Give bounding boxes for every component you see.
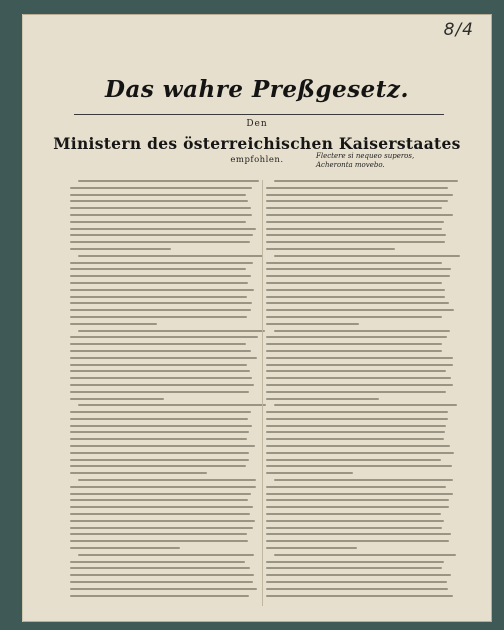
text-line-placeholder [70,588,257,590]
text-line-placeholder [78,404,266,406]
text-line-placeholder [70,459,249,461]
text-line-placeholder [266,309,454,311]
text-line-placeholder [266,384,453,386]
text-line-placeholder [266,486,446,488]
text-line-placeholder [266,234,446,236]
text-line-placeholder [266,302,449,304]
text-line-placeholder [266,228,442,230]
subtitle-recommended: empfohlen. [230,155,284,165]
text-line-placeholder [266,221,444,223]
text-line-placeholder [266,357,453,359]
text-line-placeholder [266,499,449,501]
text-line-placeholder [70,425,252,427]
text-line-placeholder [70,200,248,202]
text-line-placeholder [70,302,252,304]
text-line-placeholder [266,391,446,393]
text-line-placeholder [70,207,251,209]
text-line-placeholder [266,452,454,454]
text-line-placeholder [70,262,253,264]
subtitle-dedication: Den [246,119,268,129]
text-line-placeholder [70,241,250,243]
text-line-placeholder [266,248,395,250]
text-line-placeholder [70,581,253,583]
text-line-placeholder [266,574,451,576]
text-line-placeholder [70,506,253,508]
text-line-placeholder [70,465,246,467]
motto-line: Acheronta movebo. [316,161,385,169]
text-line-placeholder [266,581,447,583]
motto-line: Flectere si nequeo superos, [316,152,415,160]
text-line-placeholder [266,336,447,338]
text-line-placeholder [70,268,246,270]
text-line-placeholder [70,364,247,366]
text-line-placeholder [70,187,252,189]
text-line-placeholder [78,330,265,332]
text-line-placeholder [266,343,442,345]
text-line-placeholder [266,411,448,413]
text-line-placeholder [274,180,458,182]
title-rule [74,114,444,115]
text-line-placeholder [266,200,448,202]
text-line-placeholder [266,595,453,597]
text-line-placeholder [70,445,255,447]
text-line-placeholder [70,486,256,488]
text-line-placeholder [70,309,251,311]
text-line-placeholder [70,391,249,393]
text-line-placeholder [70,194,246,196]
text-line-placeholder [70,248,171,250]
text-line-placeholder [70,357,257,359]
text-line-placeholder [70,282,248,284]
text-line-placeholder [266,350,442,352]
text-line-placeholder [274,404,457,406]
text-line-placeholder [70,398,164,400]
text-line-placeholder [70,499,248,501]
text-line-placeholder [266,268,451,270]
text-line-placeholder [266,282,442,284]
text-line-placeholder [266,513,441,515]
text-line-placeholder [78,255,263,257]
text-line-placeholder [266,377,451,379]
text-line-placeholder [70,493,251,495]
text-line-placeholder [70,574,254,576]
text-line-placeholder [266,418,448,420]
text-line-placeholder [70,411,251,413]
text-line-placeholder [266,241,445,243]
text-line-placeholder [266,506,449,508]
text-line-placeholder [70,472,207,474]
document-page [22,14,492,622]
text-line-placeholder [266,561,444,563]
text-line-placeholder [70,520,255,522]
text-line-placeholder [70,533,247,535]
text-line-placeholder [78,180,259,182]
text-line-placeholder [70,343,246,345]
text-line-placeholder [266,289,445,291]
text-line-placeholder [266,214,453,216]
text-line-placeholder [266,520,444,522]
text-line-placeholder [266,445,450,447]
text-line-placeholder [266,459,441,461]
text-line-placeholder [70,527,253,529]
text-line-placeholder [266,472,353,474]
text-line-placeholder [70,228,256,230]
latin-motto [316,152,436,170]
text-line-placeholder [266,527,442,529]
text-line-placeholder [70,214,252,216]
text-line-placeholder [266,187,448,189]
text-line-placeholder [266,275,450,277]
text-line-placeholder [266,547,357,549]
text-line-placeholder [274,554,456,556]
text-line-placeholder [274,255,460,257]
text-line-placeholder [266,370,446,372]
text-line-placeholder [70,316,247,318]
text-line-placeholder [78,554,254,556]
text-line-placeholder [266,425,446,427]
text-line-placeholder [70,336,258,338]
text-line-placeholder [266,398,379,400]
text-column-left [70,180,258,606]
text-line-placeholder [70,431,249,433]
text-line-placeholder [70,234,253,236]
text-line-placeholder [70,513,250,515]
text-column-right [266,180,454,606]
text-line-placeholder [266,438,444,440]
text-line-placeholder [70,377,252,379]
text-line-placeholder [266,567,442,569]
text-line-placeholder [78,479,256,481]
text-line-placeholder [70,567,250,569]
text-line-placeholder [266,194,453,196]
text-line-placeholder [70,540,248,542]
text-line-placeholder [266,262,442,264]
text-line-placeholder [70,438,247,440]
text-line-placeholder [266,540,449,542]
text-line-placeholder [70,350,251,352]
text-line-placeholder [266,296,445,298]
text-line-placeholder [70,296,247,298]
text-line-placeholder [266,207,442,209]
text-line-placeholder [70,289,254,291]
document-subtitle: Ministern des österreichischen Kaiserstaates [53,134,461,153]
handwritten-page-number: 8/4 [443,20,474,40]
text-line-placeholder [266,323,359,325]
text-line-placeholder [266,431,445,433]
text-line-placeholder [274,479,453,481]
text-line-placeholder [70,384,254,386]
text-line-placeholder [70,452,249,454]
text-line-placeholder [266,533,451,535]
text-line-placeholder [266,316,442,318]
text-line-placeholder [70,418,248,420]
text-line-placeholder [70,275,251,277]
text-line-placeholder [70,547,180,549]
text-line-placeholder [274,330,450,332]
text-line-placeholder [266,588,448,590]
document-title: Das wahre Preßgesetz. [105,76,409,103]
text-line-placeholder [266,465,452,467]
column-divider [262,180,263,606]
text-line-placeholder [70,370,250,372]
text-line-placeholder [70,561,245,563]
text-line-placeholder [266,364,453,366]
text-line-placeholder [70,595,249,597]
text-line-placeholder [70,221,246,223]
text-line-placeholder [266,493,453,495]
text-line-placeholder [70,323,157,325]
